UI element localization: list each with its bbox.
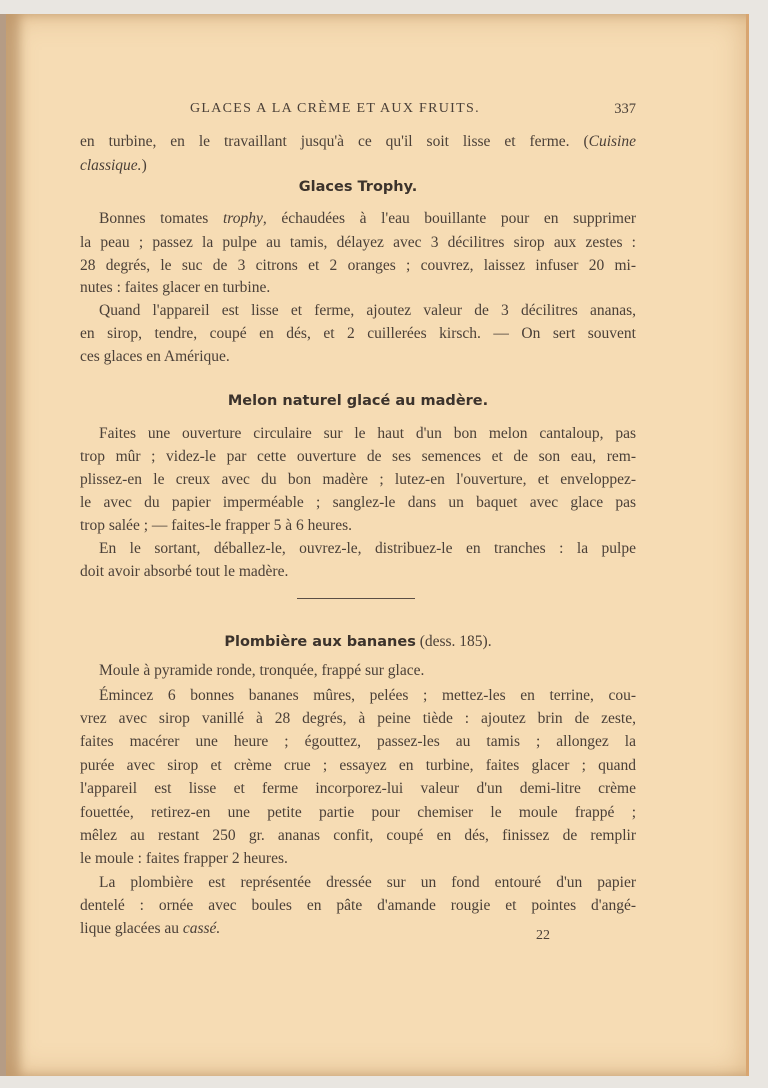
section-title <box>80 177 636 197</box>
text-line <box>80 447 636 467</box>
text-line <box>80 278 636 298</box>
text-line <box>80 493 636 513</box>
text-line <box>80 849 636 869</box>
text-line <box>80 256 636 276</box>
section-title <box>80 391 636 411</box>
text-segment: (dess. 185). <box>415 633 492 650</box>
text-segment: fouettée, retirez-en une petite partie pour chemiser le moule frappé ; <box>80 804 636 821</box>
text-segment: La plombière est représentée dressée sur un fond entouré d'un papier <box>99 874 636 891</box>
text-segment: , échaudées à l'eau bouillante pour en supprimer <box>262 210 637 227</box>
text-line <box>80 347 636 367</box>
text-line <box>80 779 636 799</box>
text-segment: Plombière aux bananes <box>224 634 416 650</box>
text-segment: dentelé : ornée avec boules en pâte d'amande rougie et pointes d'angé- <box>80 897 636 914</box>
text-segment: doit avoir absorbé tout le madère. <box>80 563 289 580</box>
text-segment: Quand l'appareil est lisse et ferme, ajoutez valeur de 3 décilitres ananas, <box>99 302 636 319</box>
text-segment: En le sortant, déballez-le, ouvrez-le, distribuez-le en tranches : la pulpe <box>99 540 636 557</box>
text-line <box>80 826 636 846</box>
text-segment: en turbine, en le travaillant jusqu'à ce qu'il soit lisse et ferme. ( <box>80 133 589 150</box>
text-segment: l'appareil est lisse et ferme incorporez-lui valeur d'un demi-litre crème <box>80 780 636 797</box>
text-line <box>80 873 636 893</box>
text-segment: Moule à pyramide ronde, tronquée, frappé sur glace. <box>99 662 425 679</box>
italic-text: classique. <box>80 157 142 174</box>
text-line <box>80 919 636 939</box>
text-segment: ces glaces en Amérique. <box>80 348 230 365</box>
signature-mark: 22 <box>536 928 550 943</box>
text-segment: nutes : faites glacer en turbine. <box>80 279 271 296</box>
italic-text: trophy <box>222 210 263 227</box>
text-segment: vrez avec sirop vanillé à 28 degrés, à peine tiède : ajoutez brin de zeste, <box>80 710 636 727</box>
text-line <box>80 156 636 176</box>
page-number: 337 <box>614 101 636 117</box>
text-line <box>80 661 636 681</box>
text-line <box>80 516 636 536</box>
text-segment: lique glacées au <box>80 920 183 937</box>
text-line <box>80 470 636 490</box>
text-line <box>80 709 636 729</box>
text-line <box>80 732 636 752</box>
text-segment: le avec du papier imperméable ; sanglez-le dans un baquet avec glace pas <box>80 494 636 511</box>
section-divider <box>297 598 415 599</box>
text-segment: Melon naturel glacé au madère. <box>227 393 489 409</box>
text-segment: Glaces Trophy. <box>298 179 418 195</box>
text-segment: en sirop, tendre, coupé en dés, et 2 cuillerées kirsch. — On sert souvent <box>80 325 636 342</box>
text-line <box>80 209 636 229</box>
text-line <box>80 301 636 321</box>
running-title: GLACES A LA CRÈME ET AUX FRUITS. <box>190 101 480 116</box>
section-title <box>80 632 636 652</box>
text-segment: Faites une ouverture circulaire sur le haut d'un bon melon cantaloup, pas <box>99 425 636 442</box>
italic-text: Cuisine <box>588 133 636 150</box>
text-segment: le moule : faites frapper 2 heures. <box>80 850 288 867</box>
text-segment: trop mûr ; videz-le par cette ouverture de ses semences et de son eau, rem- <box>80 448 636 465</box>
text-segment: faites macérer une heure ; égouttez, passez-les au tamis ; allongez la <box>80 733 636 750</box>
text-segment: 28 degrés, le suc de 3 citrons et 2 oranges ; couvrez, laissez infuser 20 mi- <box>80 257 636 274</box>
italic-text: cassé. <box>182 920 221 937</box>
text-line <box>80 233 636 253</box>
text-segment: purée avec sirop et crème crue ; essayez en turbine, faites glacer ; quand <box>80 757 636 774</box>
text-line <box>80 324 636 344</box>
text-segment: mêlez au restant 250 gr. ananas confit, coupé en dés, finissez de remplir <box>80 827 636 844</box>
text-line <box>80 686 636 706</box>
text-line <box>80 896 636 916</box>
text-line <box>80 756 636 776</box>
text-segment: plissez-en le creux avec du bon madère ; lutez-en l'ouverture, et enveloppez- <box>80 471 636 488</box>
text-segment: ) <box>141 157 147 174</box>
text-line <box>80 424 636 444</box>
text-segment: trop salée ; — faites-le frapper 5 à 6 heures. <box>80 517 352 534</box>
text-segment: Émincez 6 bonnes bananes mûres, pelées ; mettez-les en terrine, cou- <box>99 687 636 704</box>
text-segment: Bonnes tomates <box>99 210 223 227</box>
text-line <box>80 132 636 152</box>
text-line <box>80 539 636 559</box>
text-segment: la peau ; passez la pulpe au tamis, délayez avec 3 décilitres sirop aux zestes : <box>80 234 636 251</box>
text-line <box>80 562 636 582</box>
text-line <box>80 803 636 823</box>
